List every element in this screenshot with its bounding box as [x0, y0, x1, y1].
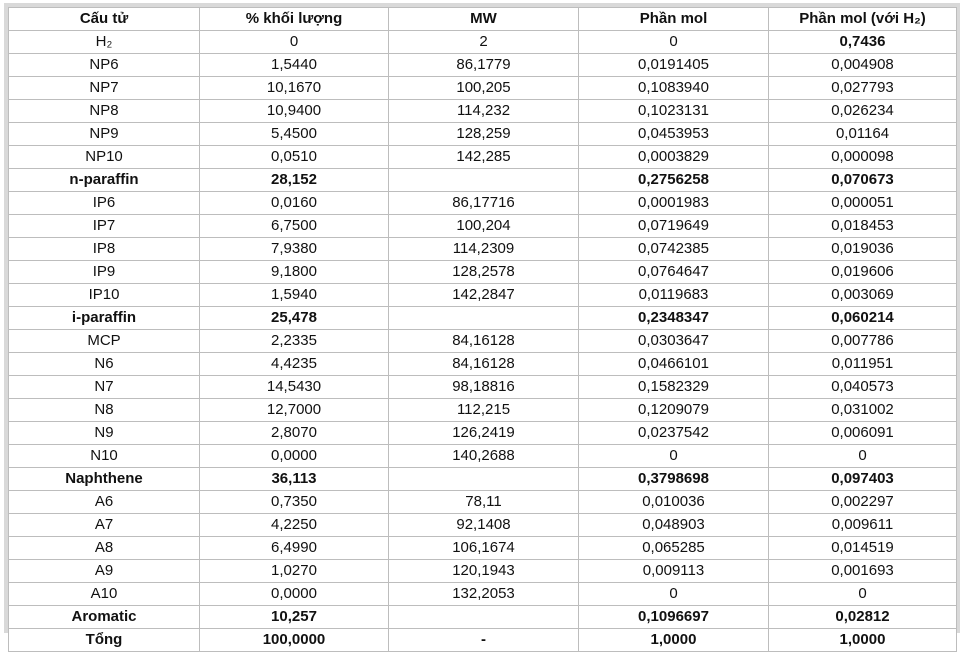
header-mw: MW	[389, 8, 579, 31]
mole-fraction-cell: 0,065285	[579, 537, 769, 560]
mole-fraction-cell: 0,009113	[579, 560, 769, 583]
mole-fraction-h2-cell: 0,097403	[769, 468, 957, 491]
mole-fraction-cell: 0,0764647	[579, 261, 769, 284]
table-body	[9, 31, 957, 652]
mole-fraction-cell: 0,1096697	[579, 606, 769, 629]
component-cell: N10	[9, 445, 200, 468]
mole-fraction-cell: 0,0237542	[579, 422, 769, 445]
table-row	[9, 583, 957, 606]
table-row	[9, 353, 957, 376]
mole-fraction-cell: 0,010036	[579, 491, 769, 514]
mass-percent-cell: 6,4990	[200, 537, 389, 560]
mole-fraction-cell: 0,0119683	[579, 284, 769, 307]
mass-percent-cell: 2,8070	[200, 422, 389, 445]
mole-fraction-h2-cell: 0,014519	[769, 537, 957, 560]
mole-fraction-h2-cell: 0,000098	[769, 146, 957, 169]
header-component: Cấu tử	[9, 8, 200, 31]
mw-cell: -	[389, 629, 579, 652]
mole-fraction-h2-cell: 0,006091	[769, 422, 957, 445]
component-cell: NP8	[9, 100, 200, 123]
mw-cell: 140,2688	[389, 445, 579, 468]
mw-cell: 142,2847	[389, 284, 579, 307]
mole-fraction-h2-cell: 0,000051	[769, 192, 957, 215]
table-row	[9, 100, 957, 123]
mole-fraction-h2-cell: 0,027793	[769, 77, 957, 100]
mole-fraction-h2-cell: 0	[769, 583, 957, 606]
component-cell: A8	[9, 537, 200, 560]
component-cell: NP10	[9, 146, 200, 169]
mass-percent-cell: 0,0000	[200, 445, 389, 468]
mass-percent-cell: 14,5430	[200, 376, 389, 399]
table-row	[9, 560, 957, 583]
component-cell: H₂	[9, 31, 200, 54]
component-cell: Aromatic	[9, 606, 200, 629]
mass-percent-cell: 1,5940	[200, 284, 389, 307]
mass-percent-cell: 4,4235	[200, 353, 389, 376]
mass-percent-cell: 2,2335	[200, 330, 389, 353]
mw-cell: 132,2053	[389, 583, 579, 606]
mole-fraction-cell: 0,1209079	[579, 399, 769, 422]
table-row	[9, 123, 957, 146]
mass-percent-cell: 100,0000	[200, 629, 389, 652]
mw-cell	[389, 468, 579, 491]
mw-cell: 126,2419	[389, 422, 579, 445]
mole-fraction-cell: 0	[579, 31, 769, 54]
mw-cell: 114,2309	[389, 238, 579, 261]
component-cell: n-paraffin	[9, 169, 200, 192]
mole-fraction-h2-cell: 0,009611	[769, 514, 957, 537]
component-cell: IP6	[9, 192, 200, 215]
subtotal-row	[9, 606, 957, 629]
table-row	[9, 491, 957, 514]
component-cell: i-paraffin	[9, 307, 200, 330]
mw-cell: 142,285	[389, 146, 579, 169]
mole-fraction-h2-cell: 0,01164	[769, 123, 957, 146]
mw-cell: 128,2578	[389, 261, 579, 284]
composition-table	[8, 7, 957, 652]
mole-fraction-cell: 0,2348347	[579, 307, 769, 330]
table-row	[9, 376, 957, 399]
mass-percent-cell: 36,113	[200, 468, 389, 491]
mw-cell: 114,232	[389, 100, 579, 123]
mole-fraction-cell: 0,0003829	[579, 146, 769, 169]
mole-fraction-h2-cell: 0,02812	[769, 606, 957, 629]
component-cell: IP10	[9, 284, 200, 307]
table-row	[9, 54, 957, 77]
component-cell: Naphthene	[9, 468, 200, 491]
mole-fraction-h2-cell: 0,060214	[769, 307, 957, 330]
component-cell: NP9	[9, 123, 200, 146]
subtotal-row	[9, 169, 957, 192]
mole-fraction-h2-cell: 0,001693	[769, 560, 957, 583]
mole-fraction-h2-cell: 0,7436	[769, 31, 957, 54]
mole-fraction-cell: 0,0191405	[579, 54, 769, 77]
component-cell: N9	[9, 422, 200, 445]
mass-percent-cell: 1,0270	[200, 560, 389, 583]
mass-percent-cell: 25,478	[200, 307, 389, 330]
mw-cell: 78,11	[389, 491, 579, 514]
mole-fraction-h2-cell: 0,002297	[769, 491, 957, 514]
mole-fraction-cell: 0,1083940	[579, 77, 769, 100]
component-cell: NP7	[9, 77, 200, 100]
header-row	[9, 8, 957, 31]
component-cell: A9	[9, 560, 200, 583]
subtotal-row	[9, 468, 957, 491]
mw-cell: 84,16128	[389, 353, 579, 376]
mass-percent-cell: 0,0160	[200, 192, 389, 215]
mass-percent-cell: 10,9400	[200, 100, 389, 123]
mole-fraction-h2-cell: 1,0000	[769, 629, 957, 652]
mw-cell: 128,259	[389, 123, 579, 146]
mw-cell: 112,215	[389, 399, 579, 422]
component-cell: A10	[9, 583, 200, 606]
mw-cell: 106,1674	[389, 537, 579, 560]
table-row	[9, 31, 957, 54]
mass-percent-cell: 9,1800	[200, 261, 389, 284]
mole-fraction-h2-cell: 0,040573	[769, 376, 957, 399]
mole-fraction-h2-cell: 0,019036	[769, 238, 957, 261]
mw-cell: 92,1408	[389, 514, 579, 537]
table-row	[9, 422, 957, 445]
mass-percent-cell: 0,0000	[200, 583, 389, 606]
mole-fraction-h2-cell: 0,031002	[769, 399, 957, 422]
mole-fraction-cell: 0,1023131	[579, 100, 769, 123]
table-row	[9, 238, 957, 261]
mole-fraction-cell: 0,048903	[579, 514, 769, 537]
mw-cell: 120,1943	[389, 560, 579, 583]
mw-cell: 2	[389, 31, 579, 54]
mw-cell: 84,16128	[389, 330, 579, 353]
mw-cell: 100,205	[389, 77, 579, 100]
subtotal-row	[9, 307, 957, 330]
mole-fraction-h2-cell: 0,019606	[769, 261, 957, 284]
mw-cell: 86,1779	[389, 54, 579, 77]
mole-fraction-cell: 0,0466101	[579, 353, 769, 376]
table-row	[9, 537, 957, 560]
component-cell: NP6	[9, 54, 200, 77]
mw-cell	[389, 307, 579, 330]
table-row	[9, 399, 957, 422]
table-row	[9, 445, 957, 468]
mole-fraction-h2-cell: 0,003069	[769, 284, 957, 307]
mass-percent-cell: 1,5440	[200, 54, 389, 77]
mw-cell: 86,17716	[389, 192, 579, 215]
mole-fraction-cell: 0,0453953	[579, 123, 769, 146]
mole-fraction-h2-cell: 0,011951	[769, 353, 957, 376]
mole-fraction-cell: 0,0001983	[579, 192, 769, 215]
table-row	[9, 192, 957, 215]
subtotal-row	[9, 629, 957, 652]
component-cell: Tổng	[9, 629, 200, 652]
mole-fraction-cell: 0,0742385	[579, 238, 769, 261]
mass-percent-cell: 0	[200, 31, 389, 54]
mass-percent-cell: 0,7350	[200, 491, 389, 514]
component-cell: N7	[9, 376, 200, 399]
mass-percent-cell: 12,7000	[200, 399, 389, 422]
component-cell: N6	[9, 353, 200, 376]
mass-percent-cell: 28,152	[200, 169, 389, 192]
mole-fraction-h2-cell: 0,007786	[769, 330, 957, 353]
mole-fraction-cell: 0,2756258	[579, 169, 769, 192]
table-row	[9, 146, 957, 169]
mole-fraction-cell: 0	[579, 583, 769, 606]
component-cell: MCP	[9, 330, 200, 353]
table-row	[9, 514, 957, 537]
component-cell: A7	[9, 514, 200, 537]
mw-cell: 98,18816	[389, 376, 579, 399]
mass-percent-cell: 10,1670	[200, 77, 389, 100]
mole-fraction-h2-cell: 0,070673	[769, 169, 957, 192]
mole-fraction-cell: 0,0719649	[579, 215, 769, 238]
mass-percent-cell: 4,2250	[200, 514, 389, 537]
table-row	[9, 261, 957, 284]
mole-fraction-cell: 0,3798698	[579, 468, 769, 491]
mole-fraction-cell: 0,0303647	[579, 330, 769, 353]
header-mole-fraction-with-h2: Phần mol (với H₂)	[769, 8, 957, 31]
header-mass-percent: % khối lượng	[200, 8, 389, 31]
table-frame	[4, 3, 960, 648]
mole-fraction-h2-cell: 0,026234	[769, 100, 957, 123]
table-row	[9, 284, 957, 307]
mw-cell	[389, 606, 579, 629]
mole-fraction-cell: 0,1582329	[579, 376, 769, 399]
component-cell: IP8	[9, 238, 200, 261]
component-cell: IP9	[9, 261, 200, 284]
mass-percent-cell: 0,0510	[200, 146, 389, 169]
component-cell: N8	[9, 399, 200, 422]
mole-fraction-h2-cell: 0,018453	[769, 215, 957, 238]
mass-percent-cell: 5,4500	[200, 123, 389, 146]
component-cell: IP7	[9, 215, 200, 238]
header-mole-fraction: Phần mol	[579, 8, 769, 31]
component-cell: A6	[9, 491, 200, 514]
mole-fraction-cell: 1,0000	[579, 629, 769, 652]
table-row	[9, 215, 957, 238]
mole-fraction-h2-cell: 0,004908	[769, 54, 957, 77]
mw-cell	[389, 169, 579, 192]
mw-cell: 100,204	[389, 215, 579, 238]
mass-percent-cell: 7,9380	[200, 238, 389, 261]
table-row	[9, 330, 957, 353]
mole-fraction-h2-cell: 0	[769, 445, 957, 468]
mass-percent-cell: 6,7500	[200, 215, 389, 238]
table-row	[9, 77, 957, 100]
mole-fraction-cell: 0	[579, 445, 769, 468]
mass-percent-cell: 10,257	[200, 606, 389, 629]
